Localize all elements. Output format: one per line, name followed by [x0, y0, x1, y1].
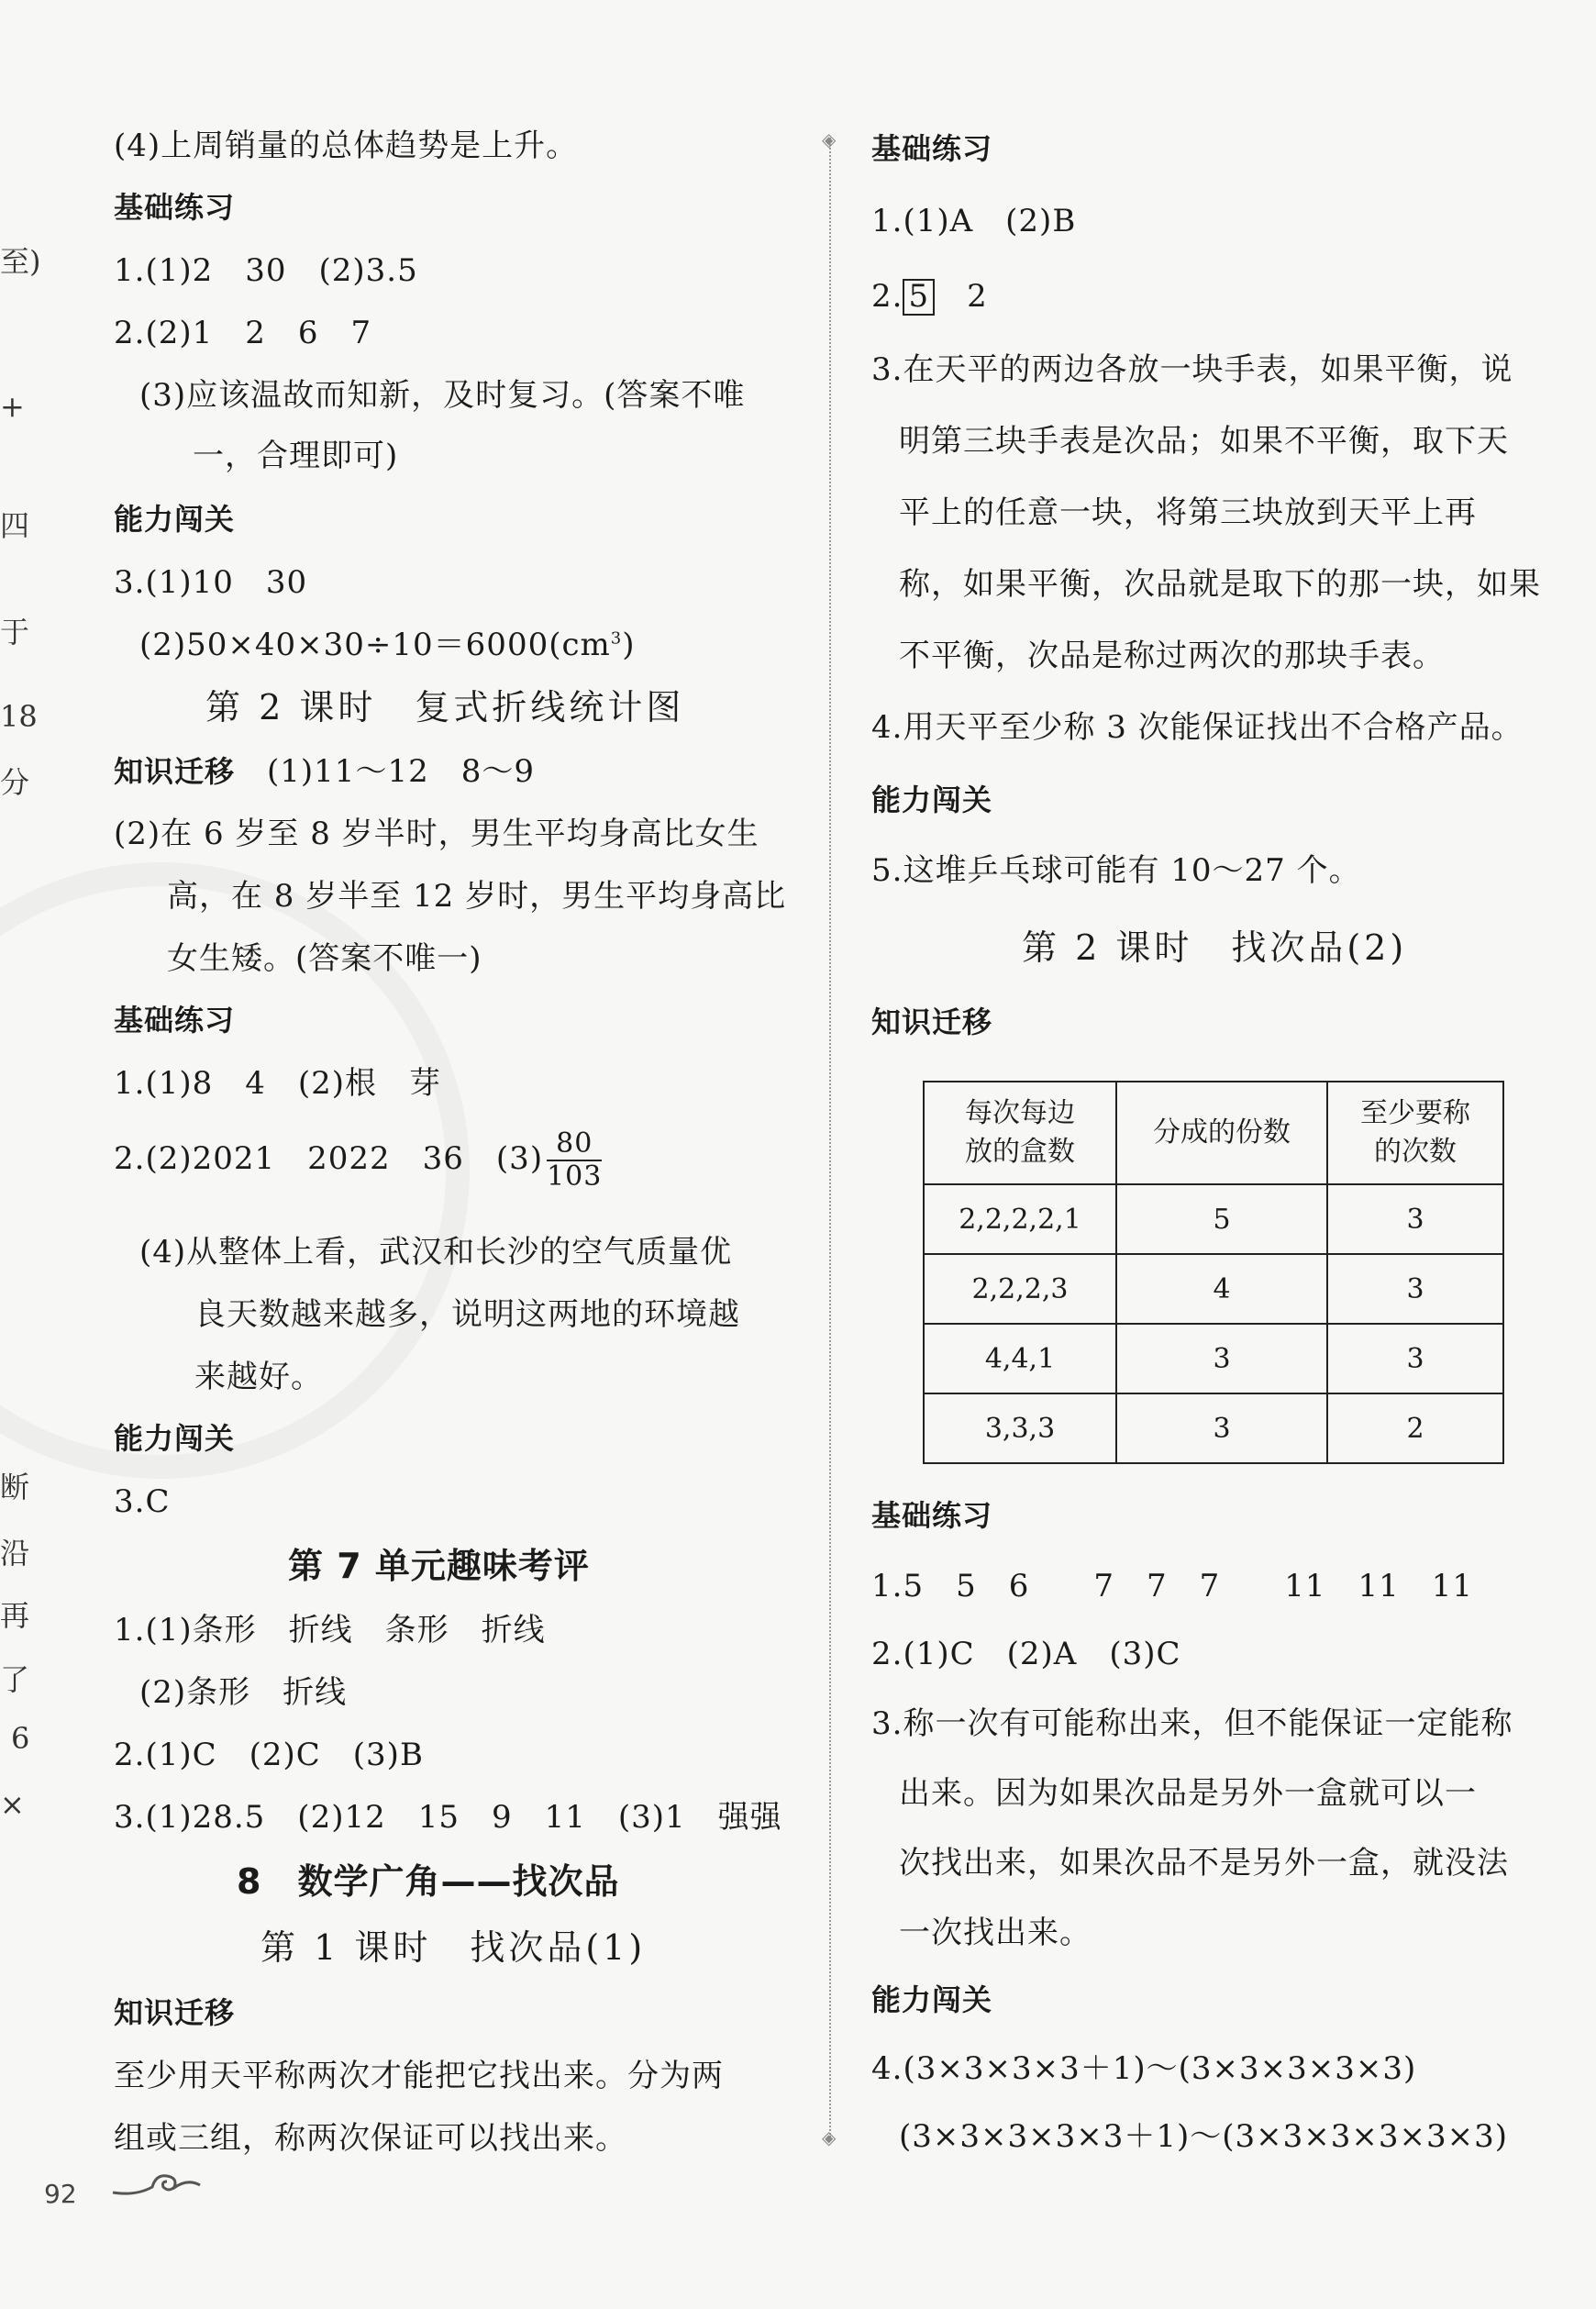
divider-ornament-icon: ◈ [822, 128, 837, 150]
table-cell: 2,2,2,3 [924, 1254, 1116, 1324]
answer-line: 1.(1)2 30 (2)3.5 [114, 252, 418, 289]
answer-line: 1.(1)8 4 (2)根 芽 [114, 1065, 442, 1102]
answer-line: 女生矮。(答案不唯一) [167, 940, 482, 977]
answer-line: 4.(3×3×3×3＋1)～(3×3×3×3×3) [871, 2050, 1417, 2087]
lesson-title: 第 2 课时 复式折线统计图 [205, 687, 685, 727]
table-row [924, 1393, 1503, 1463]
section-heading: 知识迁移 [114, 754, 236, 789]
table-cell: 4,4,1 [924, 1324, 1116, 1393]
answer-line: 良天数越来越多，说明这两地的环境越 [194, 1296, 740, 1333]
edge-fragment: 分 [0, 765, 30, 800]
header-text: 的次数 [1374, 1136, 1457, 1168]
answer-line: 3.在天平的两边各放一块手表，如果平衡，说 [871, 351, 1513, 388]
section-heading: 能力闯关 [871, 1982, 993, 2017]
formula-text: ) [622, 627, 636, 663]
formula-text: (2)50×40×30÷10＝6000(cm [139, 627, 611, 663]
section-heading: 能力闯关 [871, 783, 993, 817]
table-row [924, 1254, 1503, 1324]
edge-fragment: 沿 [0, 1536, 30, 1571]
section-heading: 能力闯关 [114, 502, 236, 537]
table-cell: 3,3,3 [924, 1393, 1116, 1463]
answer-line: 明第三块手表是次品；如果不平衡，取下天 [899, 423, 1509, 460]
edge-fragment: 6 [11, 1721, 30, 1756]
table-row [924, 1324, 1503, 1393]
boxed-digit: 5 [903, 279, 935, 316]
table-header-row [924, 1082, 1503, 1184]
table-header-cell [924, 1082, 1116, 1184]
header-text: 放的盒数 [965, 1136, 1075, 1168]
answer-line: (4)上周销量的总体趋势是上升。 [114, 128, 579, 164]
answer-line: 不平衡，次品是称过两次的那块手表。 [899, 638, 1445, 674]
edge-fragment: 至) [0, 244, 41, 279]
table-cell: 2 [1327, 1393, 1503, 1463]
answer-line: 4.用天平至少称 3 次能保证找出不合格产品。 [871, 709, 1524, 746]
header-text: 至少要称 [1360, 1097, 1470, 1129]
answer-line: (2)条形 折线 [139, 1674, 348, 1711]
answer-line: 组或三组，称两次保证可以找出来。 [114, 2120, 627, 2157]
table-cell: 4 [1116, 1254, 1327, 1324]
table-cell: 3 [1116, 1324, 1327, 1393]
section-heading: 基础练习 [871, 1498, 993, 1533]
answer-line: 来越好。 [194, 1359, 323, 1395]
section-heading: 基础练习 [871, 131, 993, 166]
divider-ornament-icon: ◈ [822, 2126, 837, 2148]
section-heading: 基础练习 [114, 1003, 236, 1038]
edge-fragment: 18 [0, 699, 38, 734]
answer-line: (3)应该温故而知新，及时复习。(答案不唯 [139, 377, 746, 414]
answer-line [139, 629, 635, 661]
answer-line: 称，如果平衡，次品就是取下的那一块，如果 [899, 566, 1541, 603]
lesson-title: 第 1 课时 找次品(1) [260, 1927, 647, 1968]
answer-line: 3.(1)10 30 [114, 564, 308, 601]
lesson-title: 第 2 课时 找次品(2) [1022, 927, 1408, 968]
answer-text: (1)11～12 8～9 [267, 753, 535, 790]
superscript: 3 [610, 628, 623, 649]
edge-fragment: + [0, 389, 25, 424]
answer-line: 5.这堆乒乓球可能有 10～27 个。 [871, 852, 1361, 889]
answer-line: 2.(2)1 2 6 7 [114, 315, 372, 351]
edge-fragment: 四 [0, 508, 30, 543]
section-heading: 能力闯关 [114, 1421, 236, 1456]
answer-line: 3.C [114, 1483, 171, 1520]
fraction-denominator: 103 [547, 1160, 603, 1193]
section-heading: 知识迁移 [114, 1995, 236, 2030]
weighing-table [923, 1081, 1504, 1464]
edge-fragment: 断 [0, 1470, 30, 1504]
answer-line [114, 1127, 603, 1193]
column-divider [829, 138, 831, 2137]
edge-fragment: 于 [0, 615, 30, 649]
unit-title: 第 7 单元趣味考评 [288, 1546, 590, 1586]
cloud-ornament-icon [108, 2165, 209, 2202]
section-heading: 知识迁移 [871, 1005, 993, 1039]
answer-line: 高，在 8 岁半至 12 岁时，男生平均身高比 [167, 878, 787, 915]
answer-line: 次找出来，如果次品不是另外一盒，就没法 [899, 1845, 1509, 1882]
table-cell: 3 [1327, 1184, 1503, 1254]
answer-line [114, 753, 535, 790]
answer-line: 1.5 5 6 7 7 7 11 11 11 [871, 1568, 1474, 1604]
answer-line: 2.(1)C (2)A (3)C [871, 1636, 1181, 1672]
table-cell: 3 [1327, 1254, 1503, 1324]
edge-fragment: 了 [0, 1662, 30, 1697]
table-cell: 5 [1116, 1184, 1327, 1254]
answer-line: 2.(1)C (2)C (3)B [114, 1737, 424, 1773]
answer-text: 2 [935, 278, 988, 315]
edge-fragment: × [0, 1787, 25, 1822]
header-text: 分成的份数 [1153, 1116, 1291, 1149]
answer-line: 至少用天平称两次才能把它找出来。分为两 [114, 2058, 724, 2094]
edge-fragment: 再 [0, 1598, 30, 1633]
table-header-cell [1327, 1082, 1503, 1184]
answer-text: 2.(2)2021 2022 36 (3) [114, 1140, 544, 1177]
table-header-cell [1116, 1082, 1327, 1184]
header-text: 每次每边 [965, 1097, 1075, 1129]
answer-line [871, 279, 988, 316]
fraction-numerator: 80 [547, 1130, 602, 1161]
answer-text: 2. [871, 278, 903, 315]
section-heading: 基础练习 [114, 190, 236, 225]
answer-line: (2)在 6 岁至 8 岁半时，男生平均身高比女生 [114, 816, 759, 852]
table-cell: 2,2,2,2,1 [924, 1184, 1116, 1254]
fraction [547, 1127, 603, 1193]
unit-title: 8 数学广角——找次品 [237, 1861, 620, 1902]
table-cell: 3 [1327, 1324, 1503, 1393]
answer-line: (3×3×3×3×3＋1)～(3×3×3×3×3×3) [899, 2118, 1509, 2155]
table-row [924, 1184, 1503, 1254]
answer-line: 一，合理即可) [193, 438, 399, 474]
answer-line: 平上的任意一块，将第三块放到天平上再 [899, 494, 1477, 531]
answer-line: 1.(1)条形 折线 条形 折线 [114, 1612, 546, 1648]
answer-line: 1.(1)A (2)B [871, 203, 1077, 239]
answer-line: (4)从整体上看，武汉和长沙的空气质量优 [139, 1234, 733, 1271]
page-number: 92 [44, 2179, 77, 2209]
answer-line: 一次找出来。 [899, 1915, 1092, 1951]
answer-line: 出来。因为如果次品是另外一盒就可以一 [899, 1775, 1477, 1812]
table-cell: 3 [1116, 1393, 1327, 1463]
answer-line: 3.称一次有可能称出来，但不能保证一定能称 [871, 1705, 1513, 1742]
answer-line: 3.(1)28.5 (2)12 15 9 11 (3)1 强强 [114, 1799, 782, 1836]
